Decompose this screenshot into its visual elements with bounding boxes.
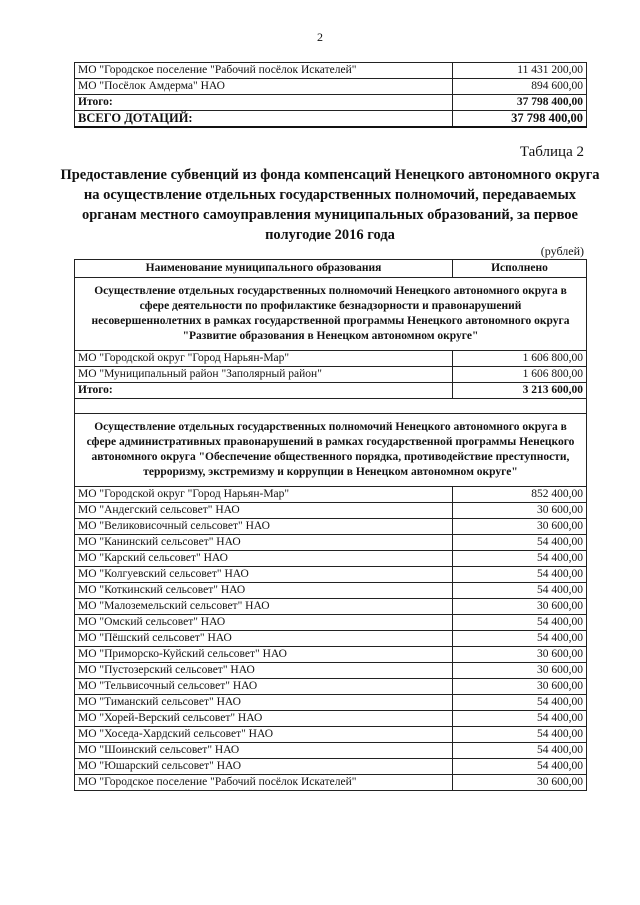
row-value: 54 400,00: [453, 631, 587, 647]
row-value: 54 400,00: [453, 711, 587, 727]
row-name: МО "Шоинский сельсовет" НАО: [75, 743, 453, 759]
row-name: МО "Коткинский сельсовет" НАО: [75, 583, 453, 599]
row-name: МО "Колгуевский сельсовет" НАО: [75, 567, 453, 583]
section1-heading: Осуществление отдельных государственных полномочий Ненецкого автономного округа в сфере деятельности по профилактике безнадзорности и правонарушений несовершеннолетних в рамках государственной программы Ненецкого автономного округа "Развитие образования в Ненецком автономном округе": [75, 278, 587, 351]
row-value: 54 400,00: [453, 615, 587, 631]
row-value: 30 600,00: [453, 519, 587, 535]
row-value: 30 600,00: [453, 663, 587, 679]
table-row: [75, 663, 587, 679]
row-name: МО "Тиманский сельсовет" НАО: [75, 695, 453, 711]
table-row: [75, 695, 587, 711]
table-row: [75, 679, 587, 695]
table-row: [75, 599, 587, 615]
row-value: 30 600,00: [453, 599, 587, 615]
table-row: [75, 351, 587, 367]
top-table: [74, 62, 587, 128]
row-value: 30 600,00: [453, 647, 587, 663]
row-value: 11 431 200,00: [453, 63, 587, 79]
table-row: [75, 79, 587, 95]
table-row: [75, 615, 587, 631]
table-row: [75, 583, 587, 599]
top-total-label: Итого:: [75, 95, 453, 111]
row-name: МО "Великовисочный сельсовет" НАО: [75, 519, 453, 535]
table-header-row: [75, 260, 587, 278]
section1-heading-row: [75, 278, 587, 351]
table-row: [75, 487, 587, 503]
top-table-body: [75, 63, 587, 95]
subventions-table: [74, 259, 587, 791]
top-total-row: [75, 95, 587, 111]
section1-body: [75, 351, 587, 383]
row-value: 54 400,00: [453, 695, 587, 711]
row-value: 54 400,00: [453, 535, 587, 551]
table-row: [75, 535, 587, 551]
table-row: [75, 743, 587, 759]
table-row: [75, 711, 587, 727]
row-value: 852 400,00: [453, 487, 587, 503]
table-row: [75, 647, 587, 663]
grand-total-row: [75, 111, 587, 128]
table-label: Таблица 2: [519, 144, 584, 160]
row-name: МО "Муниципальный район "Заполярный район": [75, 367, 453, 383]
row-name: МО "Городской округ "Город Нарьян-Мар": [75, 351, 453, 367]
section1-total-label: Итого:: [75, 383, 453, 399]
table-row: [75, 567, 587, 583]
row-value: 30 600,00: [453, 679, 587, 695]
row-name: МО "Малоземельский сельсовет" НАО: [75, 599, 453, 615]
row-value: 54 400,00: [453, 583, 587, 599]
row-name: МО "Посёлок Амдерма" НАО: [75, 79, 453, 95]
row-name: МО "Приморско-Куйский сельсовет" НАО: [75, 647, 453, 663]
grand-total-label: ВСЕГО ДОТАЦИЙ:: [75, 111, 453, 128]
spacer-cell: [453, 399, 587, 414]
section1-total-value: 3 213 600,00: [453, 383, 587, 399]
row-name: МО "Канинский сельсовет" НАО: [75, 535, 453, 551]
table-row: [75, 631, 587, 647]
row-name: МО "Городское поселение "Рабочий посёлок Искателей": [75, 775, 453, 791]
table-row: [75, 519, 587, 535]
header-executed: Исполнено: [453, 260, 587, 278]
row-name: МО "Городской округ "Город Нарьян-Мар": [75, 487, 453, 503]
section2-heading: Осуществление отдельных государственных полномочий Ненецкого автономного округа в сфере административных правонарушений в рамках государственной программы Ненецкого автономного округа "Обеспечение общественного порядка, противодействие преступности, терроризму, экстремизму и коррупции в Ненецком автономном округе": [75, 414, 587, 487]
row-value: 30 600,00: [453, 775, 587, 791]
row-value: 54 400,00: [453, 759, 587, 775]
top-total-value: 37 798 400,00: [453, 95, 587, 111]
row-name: МО "Пустозерский сельсовет" НАО: [75, 663, 453, 679]
table-row: [75, 503, 587, 519]
row-value: 894 600,00: [453, 79, 587, 95]
row-value: 1 606 800,00: [453, 351, 587, 367]
spacer-row: [75, 399, 587, 414]
spacer-cell: [75, 399, 453, 414]
table-row: [75, 367, 587, 383]
row-value: 54 400,00: [453, 727, 587, 743]
grand-total-value: 37 798 400,00: [453, 111, 587, 128]
row-name: МО "Омский сельсовет" НАО: [75, 615, 453, 631]
row-name: МО "Городское поселение "Рабочий посёлок Искателей": [75, 63, 453, 79]
row-name: МО "Хорей-Верский сельсовет" НАО: [75, 711, 453, 727]
unit-label: (рублей): [540, 244, 584, 258]
row-value: 30 600,00: [453, 503, 587, 519]
table-row: [75, 727, 587, 743]
row-name: МО "Пёшский сельсовет" НАО: [75, 631, 453, 647]
row-name: МО "Тельвисочный сельсовет" НАО: [75, 679, 453, 695]
table-row: [75, 551, 587, 567]
header-name: Наименование муниципального образования: [75, 260, 453, 278]
row-value: 54 400,00: [453, 567, 587, 583]
row-value: 54 400,00: [453, 743, 587, 759]
row-name: МО "Андегский сельсовет" НАО: [75, 503, 453, 519]
table-row: [75, 775, 587, 791]
section2-heading-row: [75, 414, 587, 487]
row-value: 1 606 800,00: [453, 367, 587, 383]
row-name: МО "Юшарский сельсовет" НАО: [75, 759, 453, 775]
table-row: [75, 759, 587, 775]
page-number: 2: [317, 30, 323, 44]
section1-total-row: [75, 383, 587, 399]
row-name: МО "Хоседа-Хардский сельсовет" НАО: [75, 727, 453, 743]
page-title: Предоставление субвенций из фонда компенсаций Ненецкого автономного округа на осуществление отдельных государственных полномочий, передаваемых органам местного самоуправления муниципальных образований, за первое полугодие 2016 года: [60, 167, 600, 243]
row-name: МО "Карский сельсовет" НАО: [75, 551, 453, 567]
section2-body: [75, 487, 587, 791]
row-value: 54 400,00: [453, 551, 587, 567]
table-row: [75, 63, 587, 79]
